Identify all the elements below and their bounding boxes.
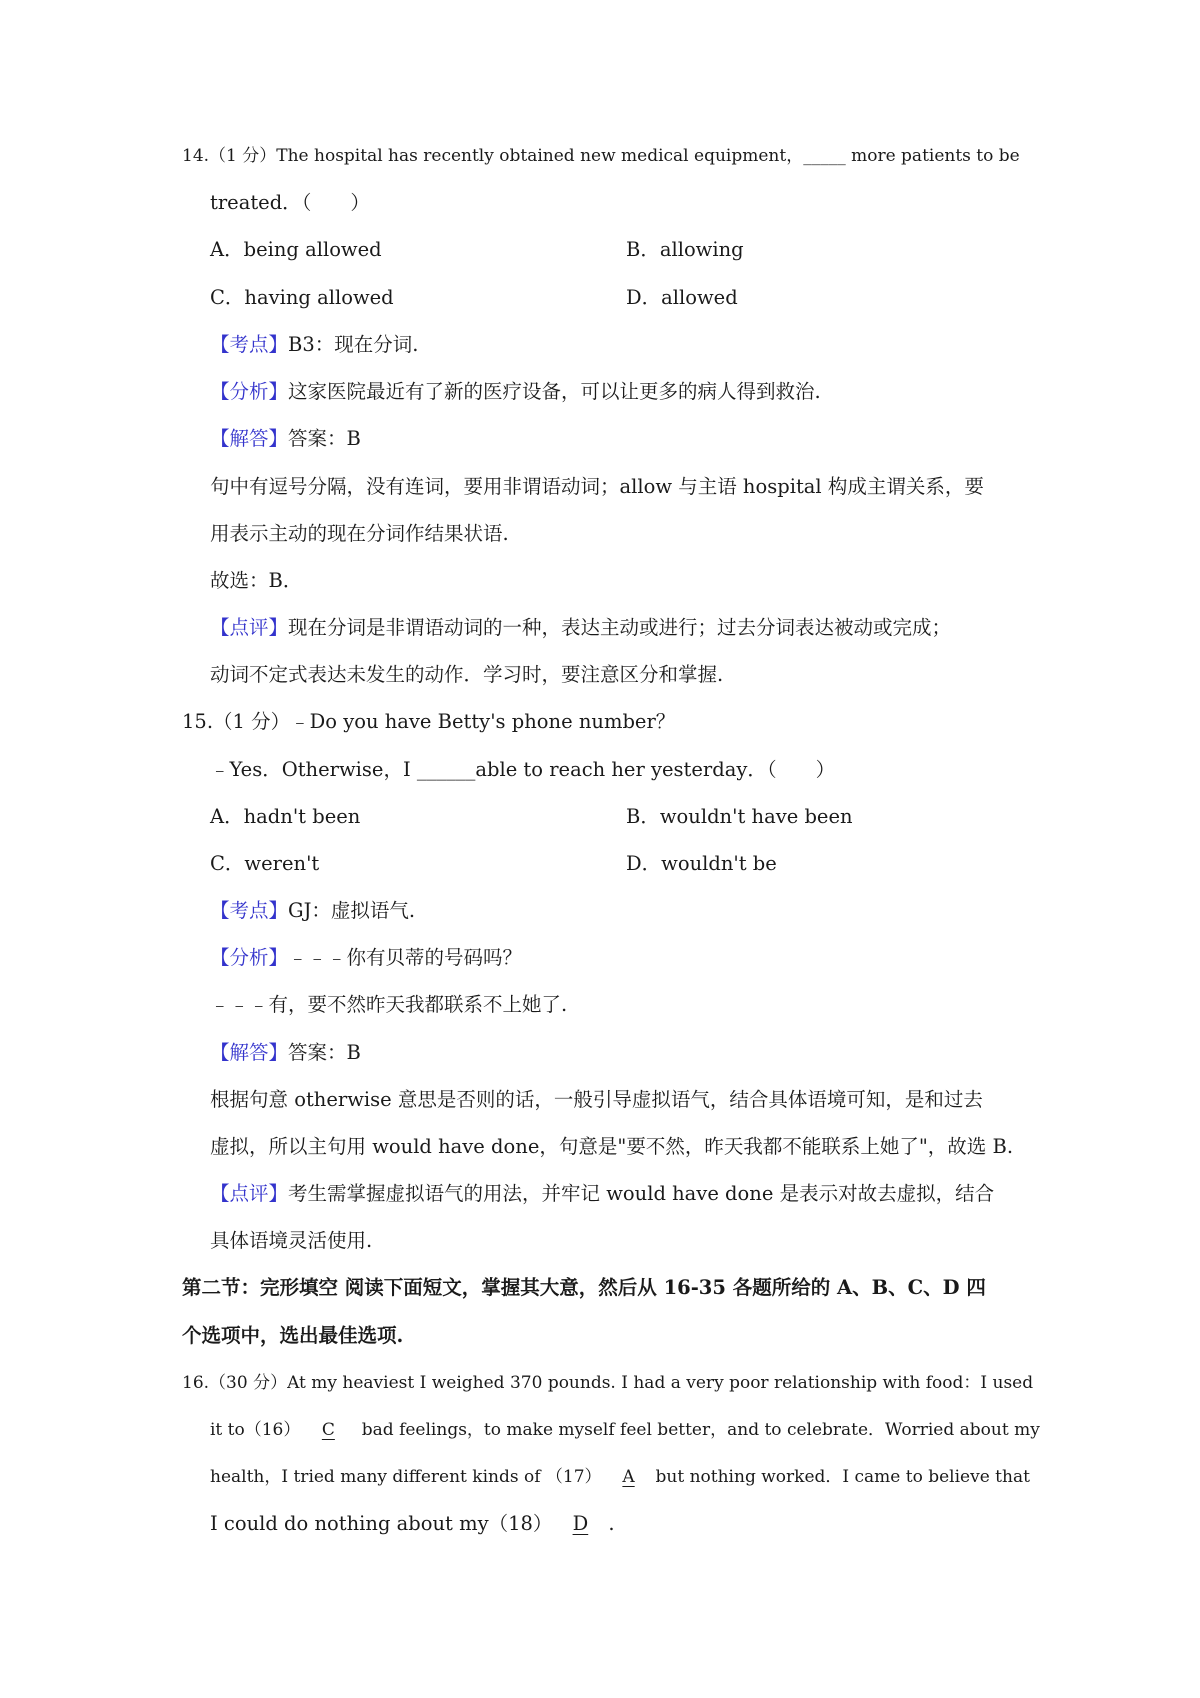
kaodian-tag: 【考点】 <box>210 333 289 356</box>
q15-option-b <box>626 803 853 831</box>
q15-explain-line-2: 虚拟，所以主句用 would have done，句意是"要不然，昨天我都不能联系上她了"，故选 B. <box>210 1135 1014 1158</box>
option-text: allowed <box>661 286 738 309</box>
option-letter: C． <box>210 852 245 875</box>
q14-kaodian <box>210 331 418 359</box>
q14-choice: 故选：B． <box>210 569 303 592</box>
dianping-tag: 【点评】 <box>210 616 289 639</box>
q15-kaodian <box>210 897 415 925</box>
jieda-tag: 【解答】 <box>210 1041 289 1064</box>
option-text: having allowed <box>244 286 394 309</box>
passage-text: but nothing worked．I came to believe that <box>655 1467 1030 1487</box>
kaodian-text: GJ：虚拟语气. <box>288 899 416 922</box>
blank-18-answer: D <box>572 1512 589 1535</box>
jieda-tag: 【解答】 <box>210 427 289 450</box>
passage-text: health，I tried many different kinds of （17） <box>210 1467 602 1487</box>
blank-17-answer: A <box>622 1467 635 1487</box>
q15-fenxi-line-2: ﹣﹣﹣有，要不然昨天我都联系不上她了. <box>210 993 568 1016</box>
q14-jieda <box>210 425 361 453</box>
fenxi-text: ﹣﹣﹣你有贝蒂的号码吗？ <box>288 946 523 969</box>
q15-option-c <box>210 850 319 878</box>
option-text: wouldn't have been <box>659 805 853 828</box>
q16-passage-line-4 <box>210 1510 615 1538</box>
q16-passage-line-2 <box>210 1416 1040 1444</box>
q15-stem-line-2: ﹣Yes．Otherwise，I ______able to reach her yesterday．（ ） <box>210 758 836 781</box>
kaodian-text: B3：现在分词. <box>288 333 419 356</box>
q15-option-d <box>626 850 777 878</box>
option-letter: B． <box>626 238 660 261</box>
q14-option-b <box>626 236 744 264</box>
option-text: weren't <box>244 852 320 875</box>
passage-text: bad feelings，to make myself feel better，and to celebrate．Worried about my <box>356 1420 1040 1440</box>
option-text: being allowed <box>243 238 382 261</box>
dianping-tag: 【点评】 <box>210 1182 289 1205</box>
q14-option-d <box>626 284 738 312</box>
option-letter: A． <box>210 805 244 828</box>
option-letter: C． <box>210 286 245 309</box>
kaodian-tag: 【考点】 <box>210 899 289 922</box>
dianping-text: 现在分词是非谓语动词的一种，表达主动或进行；过去分词表达被动或完成； <box>288 616 952 639</box>
passage-text: . <box>608 1512 615 1535</box>
q14-option-c <box>210 284 394 312</box>
q16-passage-line-3 <box>210 1463 1030 1491</box>
blank-16-answer: C <box>321 1420 335 1440</box>
option-letter: A． <box>210 238 244 261</box>
q15-jieda <box>210 1039 361 1067</box>
q15-dianping <box>210 1180 994 1208</box>
q15-dianping-line-2: 具体语境灵活使用. <box>210 1229 373 1252</box>
option-text: allowing <box>659 238 744 261</box>
q14-stem-line-2: treated．（ ） <box>210 191 370 214</box>
dianping-text: 考生需掌握虚拟语气的用法，并牢记 would have done 是表示对故去虚拟，结合 <box>288 1182 995 1205</box>
option-letter: D． <box>626 852 662 875</box>
q15-stem-line-1: 15.（1 分）﹣Do you have Betty's phone number？ <box>182 710 676 733</box>
option-text: hadn't been <box>243 805 361 828</box>
q14-dianping-line-2: 动词不定式表达未发生的动作．学习时，要注意区分和掌握. <box>210 663 724 686</box>
passage-text: I could do nothing about my（18） <box>210 1512 553 1535</box>
jieda-text: 答案：B <box>288 427 361 450</box>
option-letter: B． <box>626 805 660 828</box>
q14-explain-line-1: 句中有逗号分隔，没有连词，要用非谓语动词；allow 与主语 hospital 构成主谓关系，要 <box>210 475 984 498</box>
section2-heading-line-1: 第二节：完形填空 阅读下面短文，掌握其大意，然后从 16-35 各题所给的 A、B、C、D 四 <box>182 1276 986 1299</box>
q14-stem-line-1: 14.（1 分）The hospital has recently obtained new medical equipment，_____ more patients to be <box>182 146 1020 166</box>
q15-explain-line-1: 根据句意 otherwise 意思是否则的话，一般引导虚拟语气，结合具体语境可知，是和过去 <box>210 1088 983 1111</box>
jieda-text: 答案：B <box>288 1041 361 1064</box>
fenxi-tag: 【分析】 <box>210 946 289 969</box>
q15-fenxi <box>210 944 522 972</box>
fenxi-tag: 【分析】 <box>210 380 289 403</box>
q14-dianping <box>210 614 951 642</box>
q16-passage-line-1: 16.（30 分）At my heaviest I weighed 370 pounds. I had a very poor relationship with food：I used <box>182 1373 1034 1393</box>
q15-option-a <box>210 803 360 831</box>
option-text: wouldn't be <box>661 852 777 875</box>
section2-heading-line-2: 个选项中，选出最佳选项. <box>182 1324 404 1347</box>
fenxi-text: 这家医院最近有了新的医疗设备，可以让更多的病人得到救治. <box>288 380 821 403</box>
option-letter: D． <box>626 286 662 309</box>
q14-option-a <box>210 236 382 264</box>
q14-fenxi <box>210 378 821 406</box>
passage-text: it to（16） <box>210 1420 301 1440</box>
q14-explain-line-2: 用表示主动的现在分词作结果状语. <box>210 522 509 545</box>
